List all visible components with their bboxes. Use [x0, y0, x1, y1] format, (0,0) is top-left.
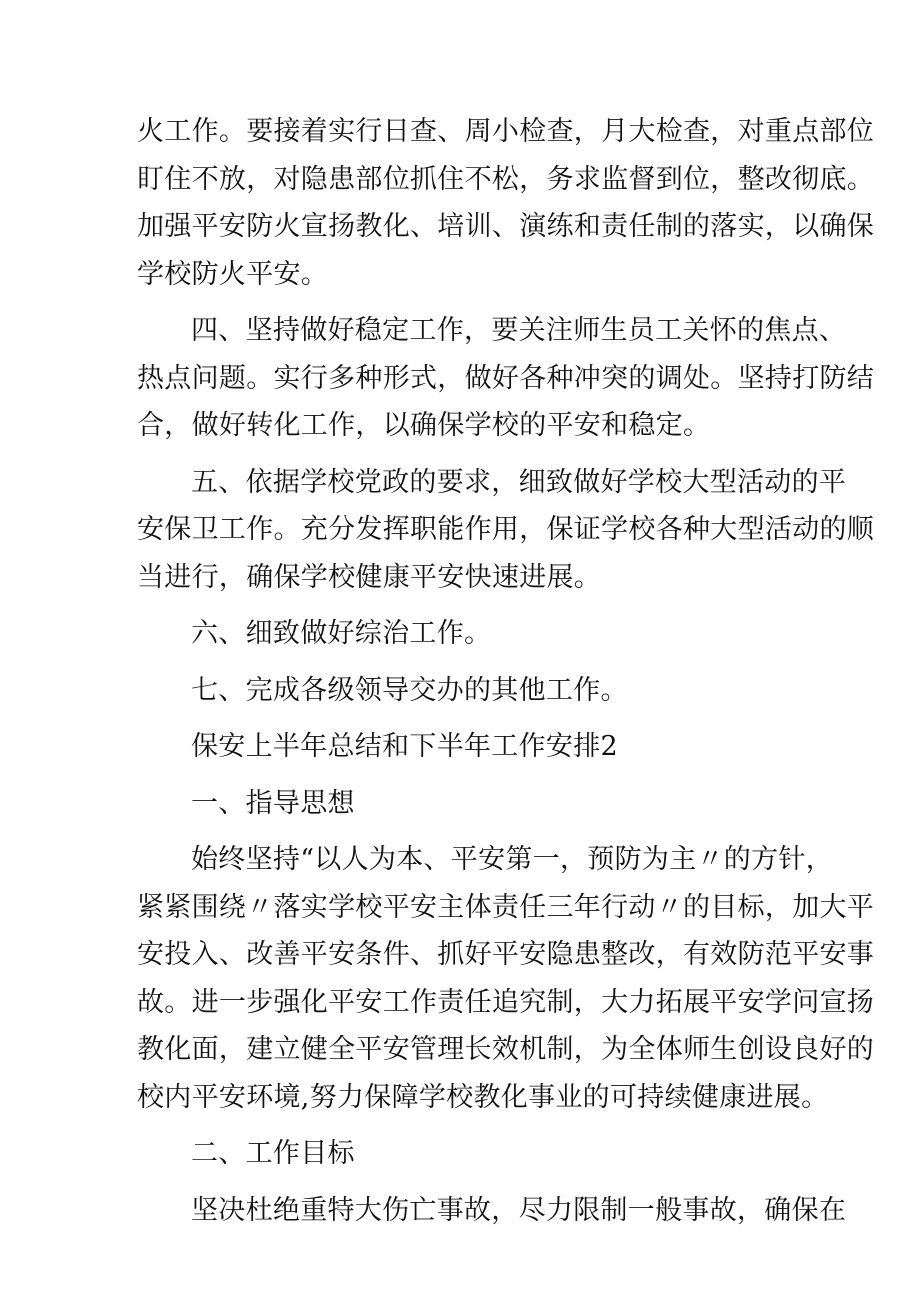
paragraph-2-line-0: 五、依据学校党政的要求，细致做好学校大型活动的平 — [191, 466, 847, 498]
paragraph-5-line-0: 保安上半年总结和下半年工作安排2 — [191, 731, 618, 762]
paragraph-3-line-0: 六、细致做好综治工作。 — [191, 618, 492, 649]
paragraph-7-line-3: 故。进一步强化平安工作责任追究制，大力拓展平安学问宣扬 — [137, 986, 875, 1018]
paragraph-7-line-5: 校内平安环境,努力保障学校教化事业的可持续健康进展。 — [137, 1081, 829, 1113]
paragraph-7-line-4: 教化面，建立健全平安管理长效机制，为全体师生创设良好的 — [137, 1034, 875, 1065]
paragraph-0-line-0: 火工作。要接着实行日查、周小检查，月大检查，对重点部位 — [137, 116, 875, 147]
paragraph-6-line-0: 一、指导思想 — [191, 787, 355, 819]
paragraph-7-line-0: 始终坚持“以人为本、平安第一，预防为主〃的方针， — [191, 844, 834, 875]
paragraph-4-line-0: 七、完成各级领导交办的其他工作。 — [191, 674, 628, 706]
paragraph-2-line-1: 安保卫工作。充分发挥职能作用，保证学校各种大型活动的顺 — [137, 514, 875, 545]
paragraph-1-line-0: 四、坚持做好稳定工作，要关注师生员工关怀的焦点、 — [191, 315, 847, 346]
paragraph-1-line-1: 热点问题。实行多种形式，做好各种冲突的调处。坚持打防结 — [137, 362, 875, 394]
paragraph-7-line-2: 安投入、改善平安条件、抓好平安隐患整改，有效防范平安事 — [137, 939, 875, 970]
paragraph-0-line-1: 盯住不放，对隐患部位抓住不松，务求监督到位，整改彻底。 — [137, 163, 875, 195]
document-body — [137, 108, 875, 1234]
paragraph-1-line-2: 合，做好转化工作，以确保学校的平安和稳定。 — [137, 410, 711, 441]
paragraph-8-line-0: 二、工作目标 — [191, 1138, 355, 1169]
paragraph-9-line-0: 坚决杜绝重特大伤亡事故，尽力限制一般事故，确保在 — [191, 1194, 847, 1226]
paragraph-0-line-2: 加强平安防火宣扬教化、培训、演练和责任制的落实，以确保 — [137, 211, 875, 242]
paragraph-7-line-1: 紧紧围绕〃落实学校平安主体责任三年行动〃的目标，加大平 — [137, 891, 875, 923]
paragraph-2-line-2: 当进行，确保学校健康平安快速进展。 — [137, 561, 602, 593]
paragraph-0-line-3: 学校防火平安。 — [137, 258, 329, 290]
